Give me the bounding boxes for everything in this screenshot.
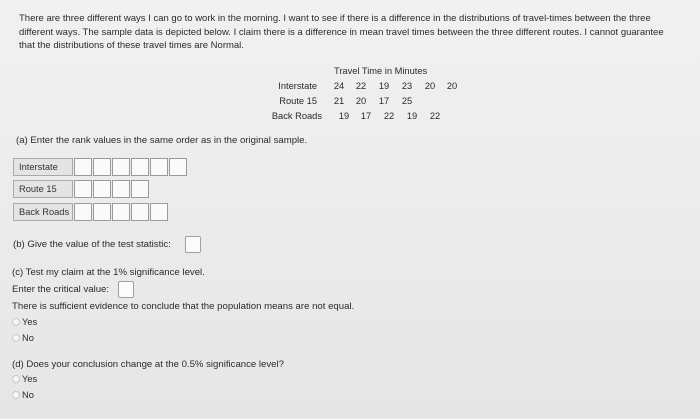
rank-row-label-interstate: Interstate <box>13 158 73 176</box>
table-cell: 24 <box>333 81 345 91</box>
critical-value-label: Enter the critical value: <box>12 284 110 295</box>
table-cell: 20 <box>355 96 367 106</box>
test-statistic-input[interactable] <box>185 236 201 253</box>
table-cell: 17 <box>360 111 372 121</box>
part-c-prompt: (c) Test my claim at the 1% significance level. <box>12 267 205 278</box>
table-cell: 21 <box>333 96 345 106</box>
table-cell: 17 <box>378 96 390 106</box>
intro-line-2: different ways. The sample data is depicted below. I claim there is a difference in mean travel times between the three different routes. I cannot guarantee <box>19 26 664 38</box>
table-cell: 22 <box>355 81 367 91</box>
table-cell: 20 <box>446 81 458 91</box>
rank-input[interactable] <box>112 180 130 198</box>
part-a-prompt: (a) Enter the rank values in the same order as in the original sample. <box>16 135 308 146</box>
rank-input[interactable] <box>112 203 130 221</box>
table-cell: 19 <box>338 111 350 121</box>
rank-input[interactable] <box>150 203 168 221</box>
table-row-label: Interstate <box>278 81 317 91</box>
rank-input[interactable] <box>112 158 130 176</box>
part-d-prompt: (d) Does your conclusion change at the 0.5% significance level? <box>12 359 284 370</box>
radio-no-c[interactable] <box>12 334 20 342</box>
option-yes-c[interactable]: Yes <box>22 317 38 327</box>
critical-value-input[interactable] <box>118 281 134 298</box>
radio-no-d[interactable] <box>12 391 20 399</box>
table-row-label: Back Roads <box>271 111 322 121</box>
rank-input[interactable] <box>93 158 111 176</box>
option-yes-d[interactable]: Yes <box>22 374 38 384</box>
table-cell: 20 <box>424 81 436 91</box>
conclusion-statement: There is sufficient evidence to conclude that the population means are not equal. <box>12 301 355 312</box>
rank-input[interactable] <box>74 203 92 221</box>
option-no-c[interactable]: No <box>22 333 34 343</box>
table-cell: 22 <box>429 111 441 121</box>
rank-input[interactable] <box>74 158 92 176</box>
table-cell: 19 <box>406 111 418 121</box>
rank-input[interactable] <box>93 203 111 221</box>
rank-row-label-back-roads: Back Roads <box>13 203 73 221</box>
rank-input[interactable] <box>169 158 187 176</box>
table-row-label: Route 15 <box>279 96 317 106</box>
intro-line-3: that the distributions of these travel times are Normal. <box>19 40 244 51</box>
radio-yes-d[interactable] <box>12 375 20 383</box>
radio-yes-c[interactable] <box>12 318 20 326</box>
table-header: Travel Time in Minutes <box>334 66 428 76</box>
table-cell: 23 <box>401 81 413 91</box>
table-cell: 19 <box>378 81 390 91</box>
table-cell: 22 <box>383 111 395 121</box>
option-no-d[interactable]: No <box>22 390 34 400</box>
rank-input[interactable] <box>131 180 149 198</box>
rank-input[interactable] <box>150 158 168 176</box>
rank-input[interactable] <box>131 203 149 221</box>
part-b-prompt: (b) Give the value of the test statistic: <box>13 239 171 250</box>
rank-input[interactable] <box>131 158 149 176</box>
rank-row-label-route-15: Route 15 <box>13 180 73 198</box>
table-cell: 25 <box>401 96 413 106</box>
intro-line-1: There are three different ways I can go to work in the morning. I want to see if there is a difference in the distributions of travel-times between the three <box>19 13 651 24</box>
problem-intro <box>19 12 699 53</box>
rank-input[interactable] <box>93 180 111 198</box>
rank-input[interactable] <box>74 180 92 198</box>
